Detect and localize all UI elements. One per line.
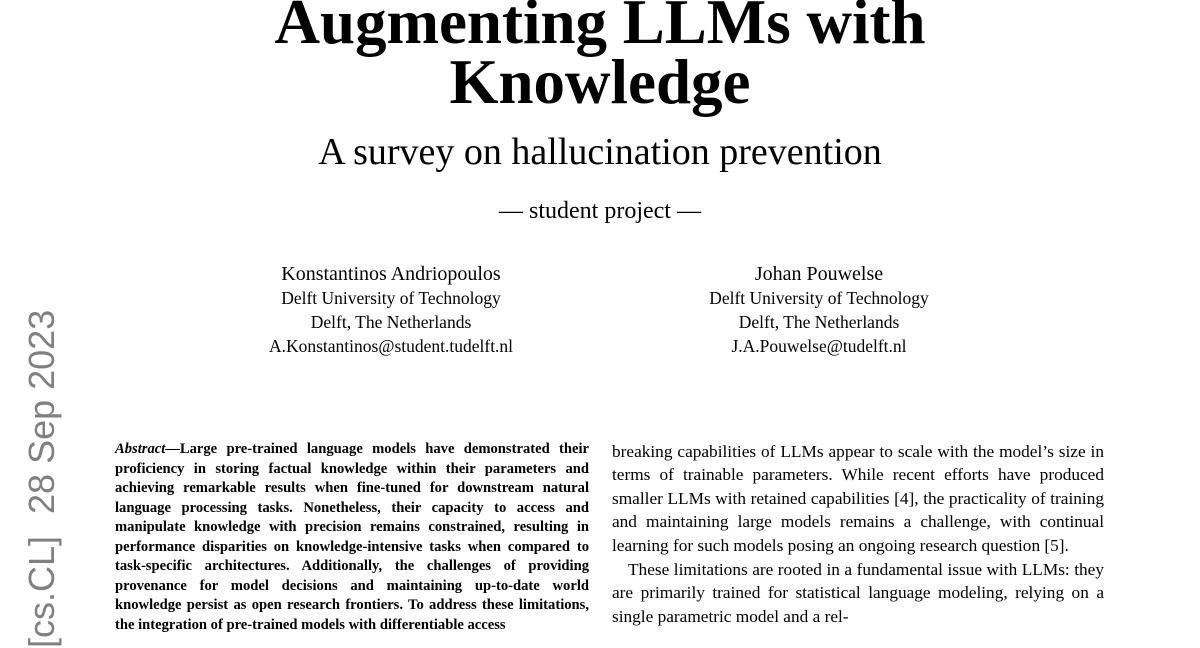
author-name: Johan Pouwelse <box>754 263 884 285</box>
author-affiliation: Delft University of Technology <box>709 288 929 308</box>
author-email[interactable]: J.A.Pouwelse@tudelft.nl <box>731 336 907 356</box>
paper-title-line-1: Augmenting LLMs with <box>274 0 926 57</box>
body-paragraph-2: These limitations are rooted in a fundamental issue with LLMs: they are primarily trained for statistical language modeling, relying on a single parametric model and a rel- <box>612 560 1104 626</box>
abstract-text: —Large pre-trained language models have demonstrated their proficiency in storing factual knowledge within their parameters and achieving remarkable results when fine-tuned for downstream natural language processing tasks. Nonetheless, their capacity to access and manipulate knowledge with precision remains constrained, resulting in performance disparities on knowledge-intensive tasks when compared to task-specific architectures. Additionally, the challenges of providing provenance for model decisions and maintaining up-to-date world knowledge persist as open research frontiers. To address these limitations, the integration of pre-trained models with differentiable access <box>115 441 589 633</box>
paper-subtitle: A survey on hallucination prevention <box>318 131 882 173</box>
arxiv-stamp <box>22 288 62 648</box>
author-block-1 <box>191 262 591 358</box>
body-column <box>612 440 1104 628</box>
body-paragraph-1: breaking capabilities of LLMs appear to scale with the model’s size in terms of trainable parameters. While recent efforts have produced smaller LLMs with retained capabilities [4], the practicality of training and maintaining large models remains a challenge, with continual learning for such models posing an ongoing research question [5]. <box>612 442 1104 555</box>
arxiv-category[interactable]: [cs.CL] <box>21 535 62 648</box>
author-location: Delft, The Netherlands <box>738 312 900 332</box>
author-block-2 <box>619 262 1019 358</box>
paper-title-line-2: Knowledge <box>449 47 751 117</box>
abstract-label: Abstract <box>115 441 166 457</box>
author-location: Delft, The Netherlands <box>310 312 472 332</box>
title-block <box>0 0 1200 117</box>
author-email[interactable]: A.Konstantinos@student.tudelft.nl <box>268 336 514 356</box>
abstract-column <box>115 440 589 635</box>
author-name: Konstantinos Andriopoulos <box>281 263 501 285</box>
arxiv-date: 28 Sep 2023 <box>21 309 62 514</box>
paper-kind: — student project — <box>499 198 701 224</box>
author-affiliation: Delft University of Technology <box>281 288 501 308</box>
